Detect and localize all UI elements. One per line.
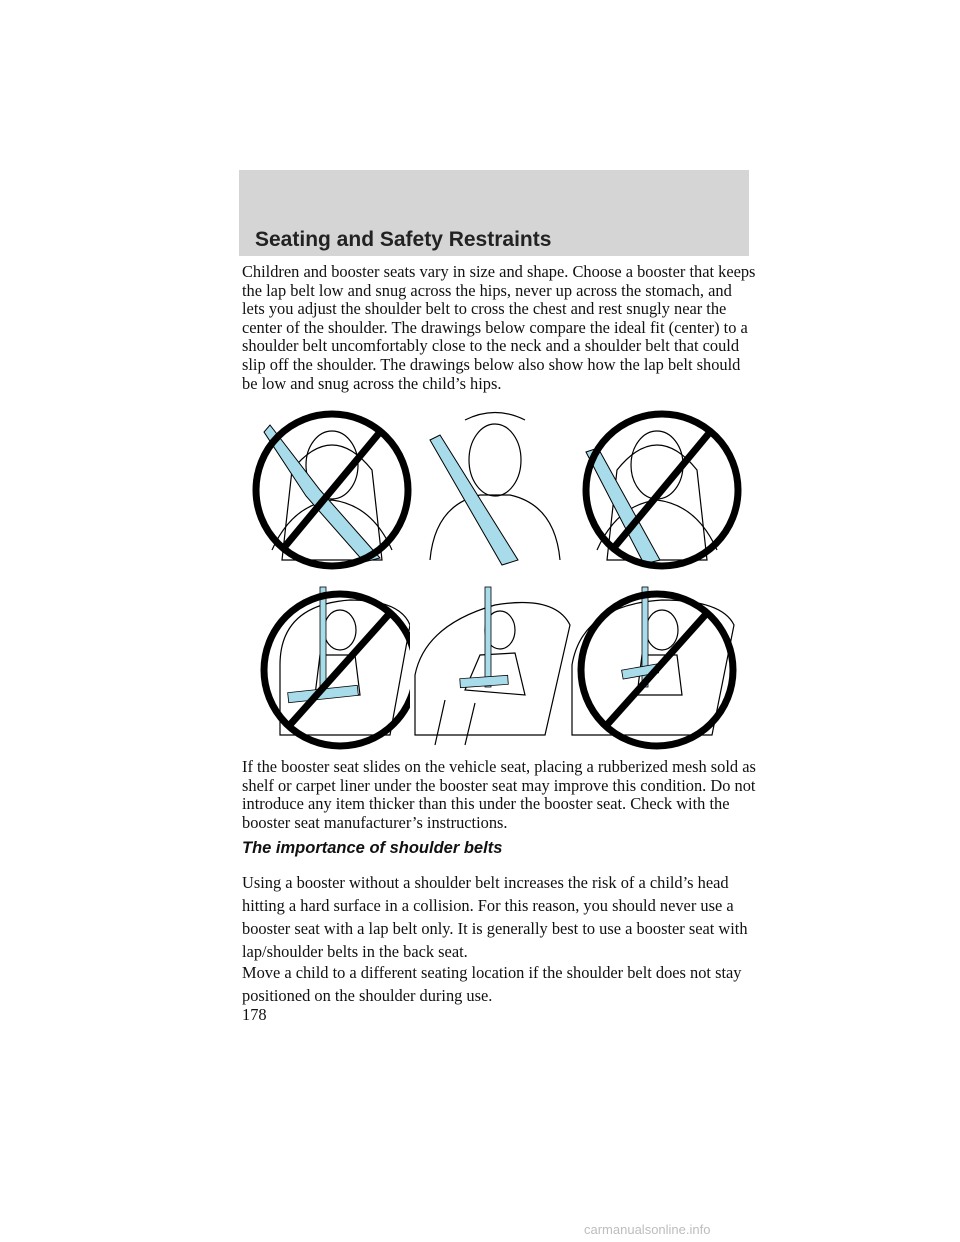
lap-belt-on-stomach-illustration (562, 585, 737, 755)
correct-shoulder-belt-illustration (420, 410, 570, 570)
watermark-text: carmanualsonline.info (584, 1222, 711, 1237)
correct-lap-belt-illustration (405, 585, 575, 755)
seating-location-paragraph: Move a child to a different seating location if the shoulder belt does not stay positioned on the shoulder during use. (242, 963, 742, 1005)
belt-near-neck-illustration (252, 410, 412, 570)
belt-off-shoulder-illustration (572, 410, 742, 570)
subheading: The importance of shoulder belts (242, 839, 503, 857)
shoulder-belt-paragraph: Using a booster without a shoulder belt increases the risk of a child’s head hitting a hard surface in a collision. For this reason, you should never use a booster seat with a lap belt only. It is generally best to use a booster seat with lap/shoulder belts in the back seat. (242, 873, 748, 961)
section-title: Seating and Safety Restraints (255, 228, 552, 251)
booster-slide-paragraph: If the booster seat slides on the vehicle seat, placing a rubberized mesh sold as shelf or carpet liner under the booster seat may improve this condition. Do not introduce any item thicker than this under the booster seat. Check with the booster seat manufacturer’s instructions. (242, 757, 756, 832)
lap-belt-high-illustration (240, 585, 410, 755)
intro-paragraph: Children and booster seats vary in size and shape. Choose a booster that keeps the lap belt low and snug across the hips, never up across the stomach, and lets you adjust the shoulder belt to cross the chest and rest snugly near the center of the shoulder. The drawings below compare the ideal fit (center) to a shoulder belt uncomfortably close to the neck and a shoulder belt that could slip off the shoulder. The drawings below also show how the lap belt should be low and snug across the child’s hips. (242, 262, 756, 393)
page-number: 178 (242, 1005, 267, 1024)
